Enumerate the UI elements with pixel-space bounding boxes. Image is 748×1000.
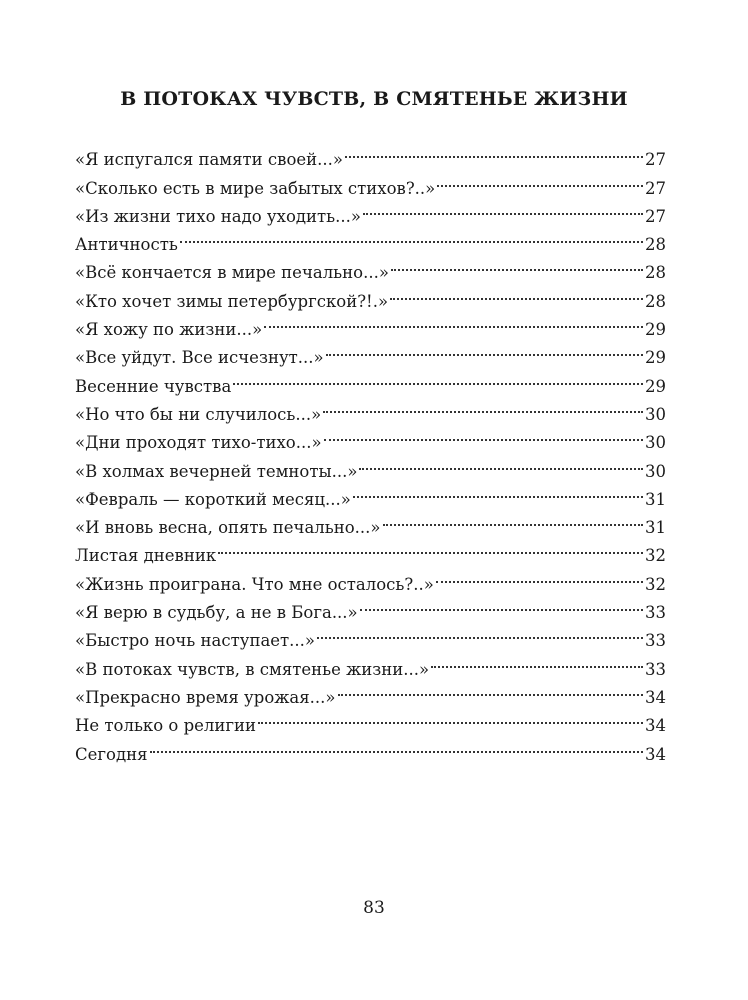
dot-leader bbox=[150, 731, 643, 759]
toc-entry-page: 27 bbox=[645, 178, 666, 198]
toc-entry-title: «Но что бы ни случилось...» bbox=[75, 404, 322, 424]
toc-entry bbox=[75, 137, 666, 170]
toc-entry-page: 30 bbox=[645, 461, 666, 481]
toc-entry-title: «В потоках чувств, в смятенье жизни...» bbox=[75, 659, 430, 679]
dot-leader bbox=[431, 646, 643, 674]
toc-entry-page: 31 bbox=[645, 489, 666, 509]
dot-leader bbox=[363, 194, 643, 222]
toc-entry-page: 27 bbox=[645, 206, 666, 226]
table-of-contents bbox=[75, 137, 666, 764]
toc-entry-title: «Я хожу по жизни...» bbox=[75, 320, 263, 340]
dot-leader bbox=[390, 278, 643, 306]
toc-entry-page: 34 bbox=[645, 716, 666, 736]
toc-entry-page: 28 bbox=[645, 263, 666, 283]
toc-entry-title: «Жизнь проиграна. Что мне осталось?..» bbox=[75, 574, 434, 594]
toc-entry-page: 33 bbox=[645, 603, 666, 623]
toc-entry-title: «Сколько есть в мире забытых стихов?..» bbox=[75, 178, 436, 198]
dot-leader bbox=[317, 618, 643, 646]
toc-entry-page: 28 bbox=[645, 235, 666, 255]
toc-entry-title: Весенние чувства bbox=[75, 376, 232, 396]
toc-entry bbox=[75, 731, 666, 764]
toc-entry-title: «Я испугался памяти своей...» bbox=[75, 150, 343, 170]
dot-leader bbox=[353, 477, 643, 505]
toc-entry-page: 29 bbox=[645, 320, 666, 340]
dot-leader bbox=[436, 561, 643, 589]
dot-leader bbox=[383, 505, 643, 533]
dot-leader bbox=[324, 420, 643, 448]
page-number: 83 bbox=[363, 898, 385, 918]
toc-entry-title: «Быстро ночь наступает...» bbox=[75, 631, 315, 651]
toc-entry-page: 34 bbox=[645, 744, 666, 764]
toc-entry-page: 29 bbox=[645, 376, 666, 396]
toc-entry-page: 29 bbox=[645, 348, 666, 368]
dot-leader bbox=[391, 250, 643, 278]
toc-entry-title: Сегодня bbox=[75, 744, 148, 764]
dot-leader bbox=[345, 137, 643, 165]
toc-entry-title: «Все уйдут. Все исчезнут...» bbox=[75, 348, 324, 368]
dot-leader bbox=[360, 590, 643, 618]
toc-entry-title: «Февраль — короткий месяц...» bbox=[75, 489, 351, 509]
dot-leader bbox=[323, 392, 643, 420]
toc-entry-page: 33 bbox=[645, 631, 666, 651]
toc-entry-title: «В холмах вечерней темноты...» bbox=[75, 461, 358, 481]
dot-leader bbox=[437, 165, 643, 193]
toc-entry-page: 30 bbox=[645, 433, 666, 453]
toc-entry-page: 31 bbox=[645, 518, 666, 538]
toc-entry-title: «Кто хочет зимы петербургской?!.» bbox=[75, 291, 389, 311]
toc-entry-title: Листая дневник bbox=[75, 546, 217, 566]
toc-entry-page: 28 bbox=[645, 291, 666, 311]
dot-leader bbox=[180, 222, 643, 250]
toc-entry-title: Не только о религии bbox=[75, 716, 257, 736]
toc-entry-title: «Всё кончается в мире печально...» bbox=[75, 263, 389, 283]
dot-leader bbox=[258, 703, 643, 731]
dot-leader bbox=[359, 448, 643, 476]
toc-entry-page: 32 bbox=[645, 574, 666, 594]
dot-leader bbox=[233, 363, 643, 391]
toc-entry-title: Античность bbox=[75, 235, 178, 255]
toc-entry-page: 27 bbox=[645, 150, 666, 170]
toc-entry-title: «Из жизни тихо надо уходить...» bbox=[75, 206, 361, 226]
dot-leader bbox=[264, 307, 643, 335]
toc-entry-page: 32 bbox=[645, 546, 666, 566]
dot-leader bbox=[218, 533, 643, 561]
toc-entry-page: 33 bbox=[645, 659, 666, 679]
toc-entry-page: 30 bbox=[645, 404, 666, 424]
dot-leader bbox=[326, 335, 643, 363]
toc-entry-title: «И вновь весна, опять печально...» bbox=[75, 518, 381, 538]
toc-entry-title: «Дни проходят тихо-тихо...» bbox=[75, 433, 322, 453]
section-title: В ПОТОКАХ ЧУВСТВ, В СМЯТЕНЬЕ ЖИЗНИ bbox=[120, 88, 628, 110]
toc-entry-title: «Прекрасно время урожая...» bbox=[75, 687, 336, 707]
toc-entry-page: 34 bbox=[645, 687, 666, 707]
toc-entry-title: «Я верю в судьбу, а не в Бога...» bbox=[75, 603, 358, 623]
dot-leader bbox=[338, 675, 643, 703]
